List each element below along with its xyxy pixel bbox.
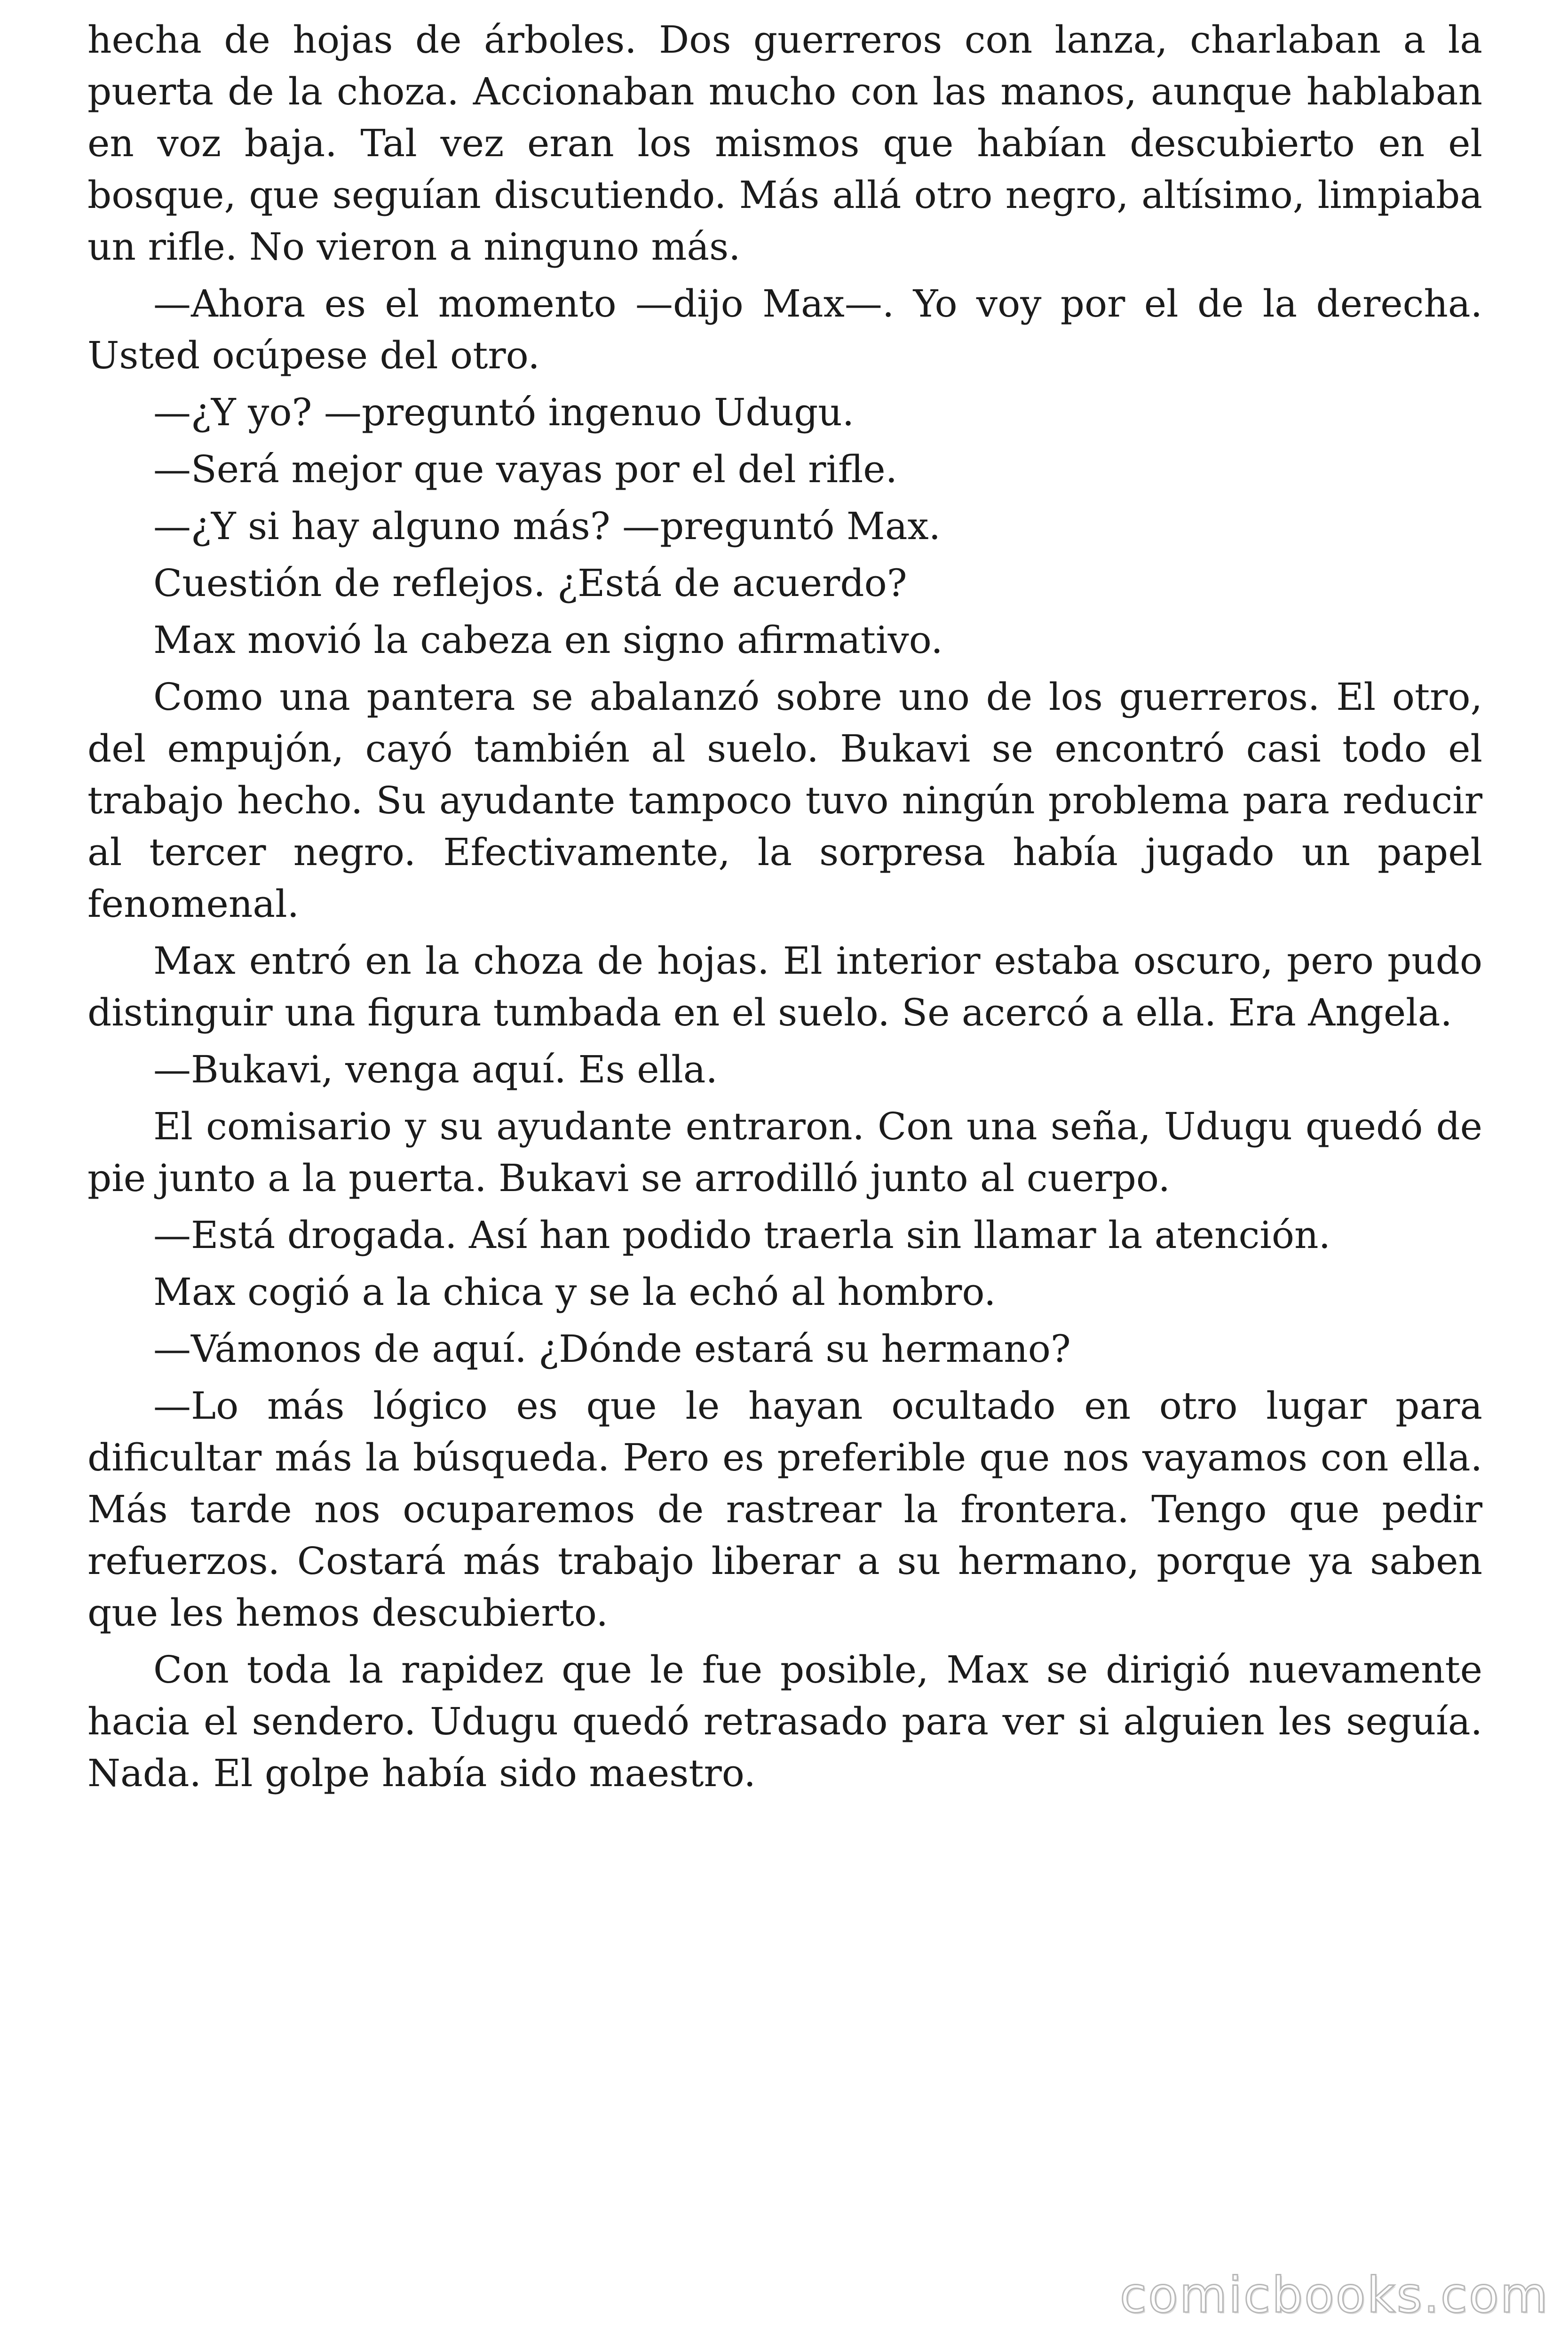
paragraph: Con toda la rapidez que le fue posible, Max se dirigió nuevamente hacia el sendero. Udugu quedó retrasado para ver si alguien les seguía. Nada. El golpe había sido maestro.	[87, 1648, 1482, 1795]
paragraph: —Bukavi, venga aquí. Es ella.	[153, 1048, 718, 1091]
paragraph: —Será mejor que vayas por el del rifle.	[153, 447, 898, 491]
paragraph: Max cogió a la chica y se la echó al hombro.	[153, 1270, 996, 1314]
paragraph: Max entró en la choza de hojas. El interior estaba oscuro, pero pudo distinguir una figura tumbada en el suelo. Se acercó a ella. Era Angela.	[87, 939, 1482, 1034]
paragraph: hecha de hojas de árboles. Dos guerreros con lanza, charlaban a la puerta de la choza. Accionaban mucho con las manos, aunque hablaban en voz baja. Tal vez eran los mismos que habían descubierto en el bosque, que seguían discutiendo. Más allá otro negro, altísimo, limpiaba un rifle. No vieron a ninguno más.	[87, 18, 1482, 269]
paragraph: Cuestión de reflejos. ¿Está de acuerdo?	[153, 561, 907, 605]
watermark: comicbooks.com	[1119, 2266, 1549, 2324]
paragraph: El comisario y su ayudante entraron. Con una seña, Udugu quedó de pie junto a la puerta. Bukavi se arrodilló junto al cuerpo.	[87, 1104, 1482, 1200]
paragraph: —Está drogada. Así han podido traerla sin llamar la atención.	[153, 1213, 1331, 1257]
paragraph: —¿Y si hay alguno más? —preguntó Max.	[153, 504, 941, 548]
paragraph: —Ahora es el momento —dijo Max—. Yo voy por el de la derecha. Usted ocúpese del otro.	[87, 282, 1482, 377]
paragraph: Max movió la cabeza en signo afirmativo.	[153, 618, 943, 662]
body-text	[87, 14, 1482, 1804]
paragraph: Como una pantera se abalanzó sobre uno de los guerreros. El otro, del empujón, cayó también al suelo. Bukavi se encontró casi todo el trabajo hecho. Su ayudante tampoco tuvo ningún problema para reducir al tercer negro. Efectivamente, la sorpresa había jugado un papel fenomenal.	[87, 675, 1482, 926]
paragraph: —¿Y yo? —preguntó ingenuo Udugu.	[153, 390, 855, 434]
paragraph: —Vámonos de aquí. ¿Dónde estará su hermano?	[153, 1327, 1071, 1371]
paragraph: —Lo más lógico es que le hayan ocultado en otro lugar para dificultar más la búsqueda. Pero es preferible que nos vayamos con ella. Más tarde nos ocuparemos de rastrear la frontera. Tengo que pedir refuerzos. Costará más trabajo liberar a su hermano, porque ya saben que les hemos descubierto.	[87, 1384, 1482, 1635]
